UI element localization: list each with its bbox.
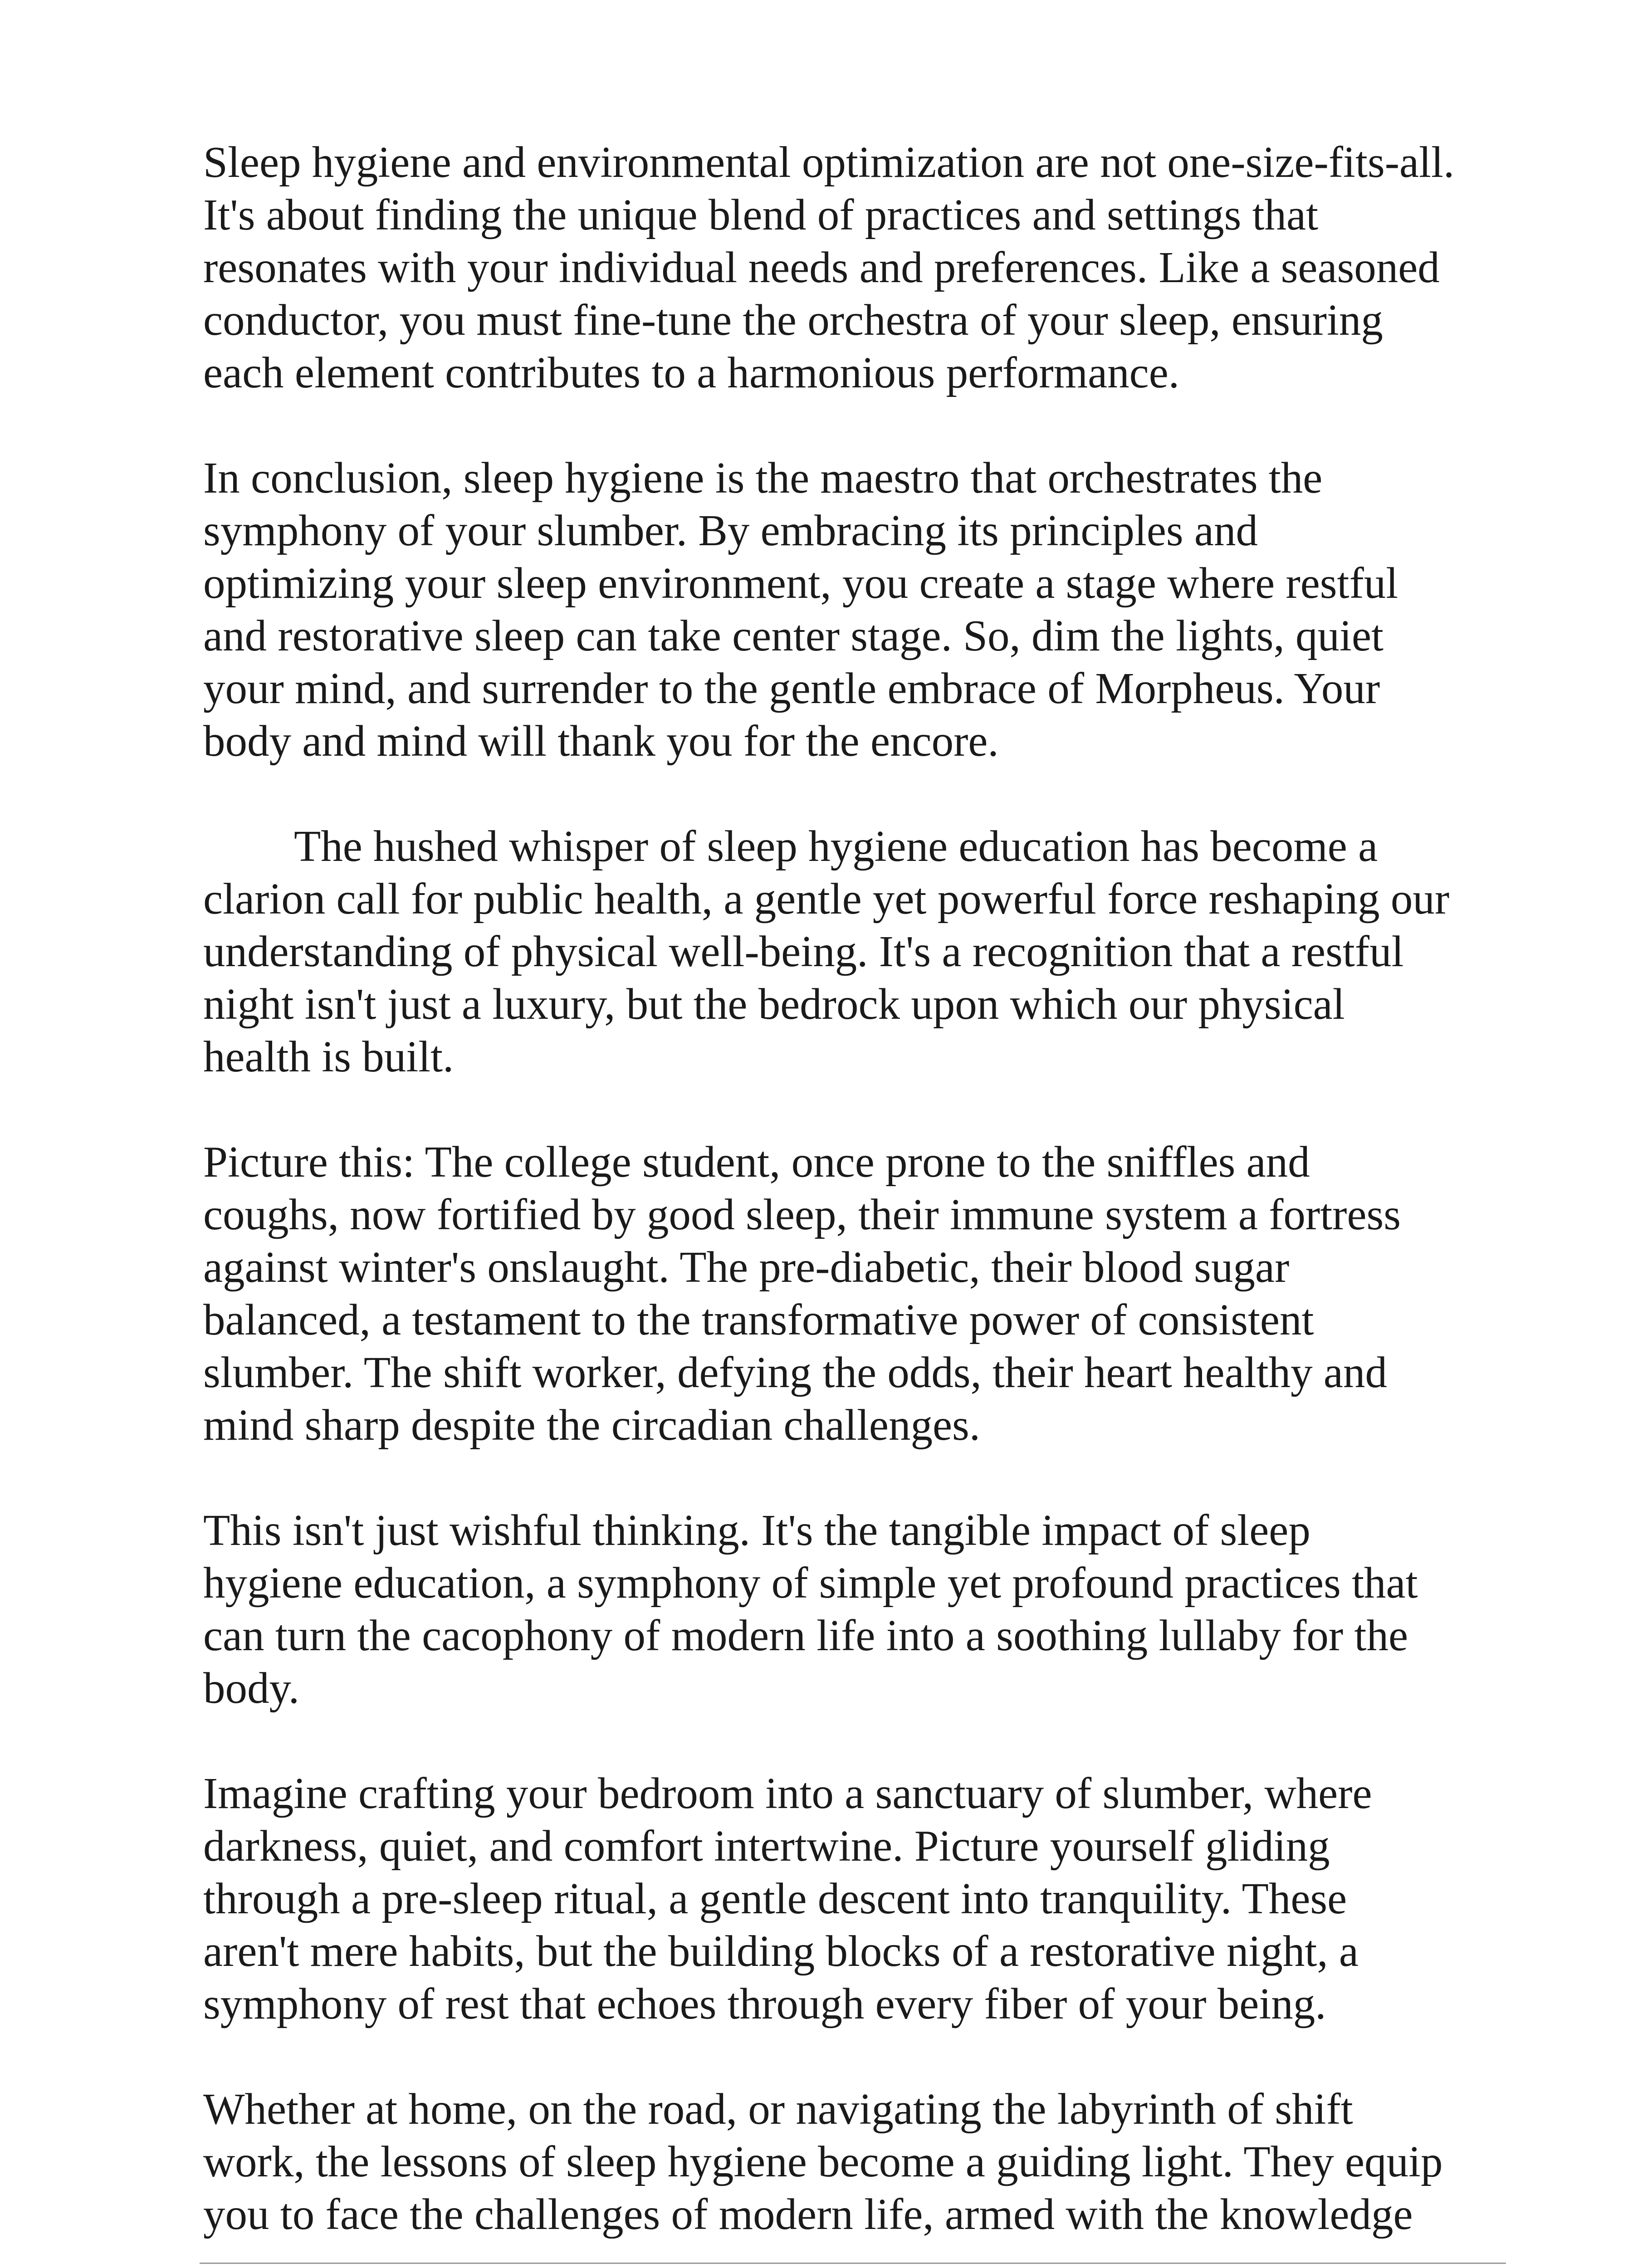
paragraph-3: The hushed whisper of sleep hygiene education has become a clarion call for public health, a gentle yet powerful force reshaping our understanding of physical well-being. It's a recognition that a restful night isn't just a luxury, but the bedrock upon which our physical health is built. — [203, 822, 1450, 1081]
paragraph-7: Whether at home, on the road, or navigating the labyrinth of shift work, the lessons of sleep hygiene become a guiding light. They equip you to face the challenges of modern life, armed with the knowledge — [203, 2085, 1443, 2239]
body-text — [203, 136, 1510, 2268]
paragraph-6: Imagine crafting your bedroom into a sanctuary of slumber, where darkness, quiet, and comfort intertwine. Picture yourself gliding through a pre-sleep ritual, a gentle descent into tranquility. These aren't mere habits, but the building blocks of a restorative night, a symphony of rest that echoes through every fiber of your being. — [203, 1769, 1372, 2028]
paragraph-4: Picture this: The college student, once prone to the sniffles and coughs, now fortified by good sleep, their immune system a fortress against winter's onslaught. The pre-diabetic, their blood sugar balanced, a testament to the transformative power of consistent slumber. The shift worker, defying the odds, their heart healthy and mind sharp despite the circadian challenges. — [203, 1138, 1401, 1449]
footer-divider — [200, 2263, 1506, 2264]
paragraph-5: This isn't just wishful thinking. It's the tangible impact of sleep hygiene education, a symphony of simple yet profound practices that can turn the cacophony of modern life into a soothing lullaby for the body. — [203, 1506, 1418, 1712]
paragraph-2: In conclusion, sleep hygiene is the maestro that orchestrates the symphony of your slumber. By embracing its principles and optimizing your sleep environment, you create a stage where restful and restorative sleep can take center stage. So, dim the lights, quiet your mind, and surrender to the gentle embrace of Morpheus. Your body and mind will thank you for the encore. — [203, 454, 1398, 765]
paragraph-1: Sleep hygiene and environmental optimization are not one-size-fits-all. It's about finding the unique blend of practices and settings that resonates with your individual needs and preferences. Like a seasoned conductor, you must fine-tune the orchestra of your sleep, ensuring each element contributes to a harmonious performance. — [203, 138, 1455, 397]
